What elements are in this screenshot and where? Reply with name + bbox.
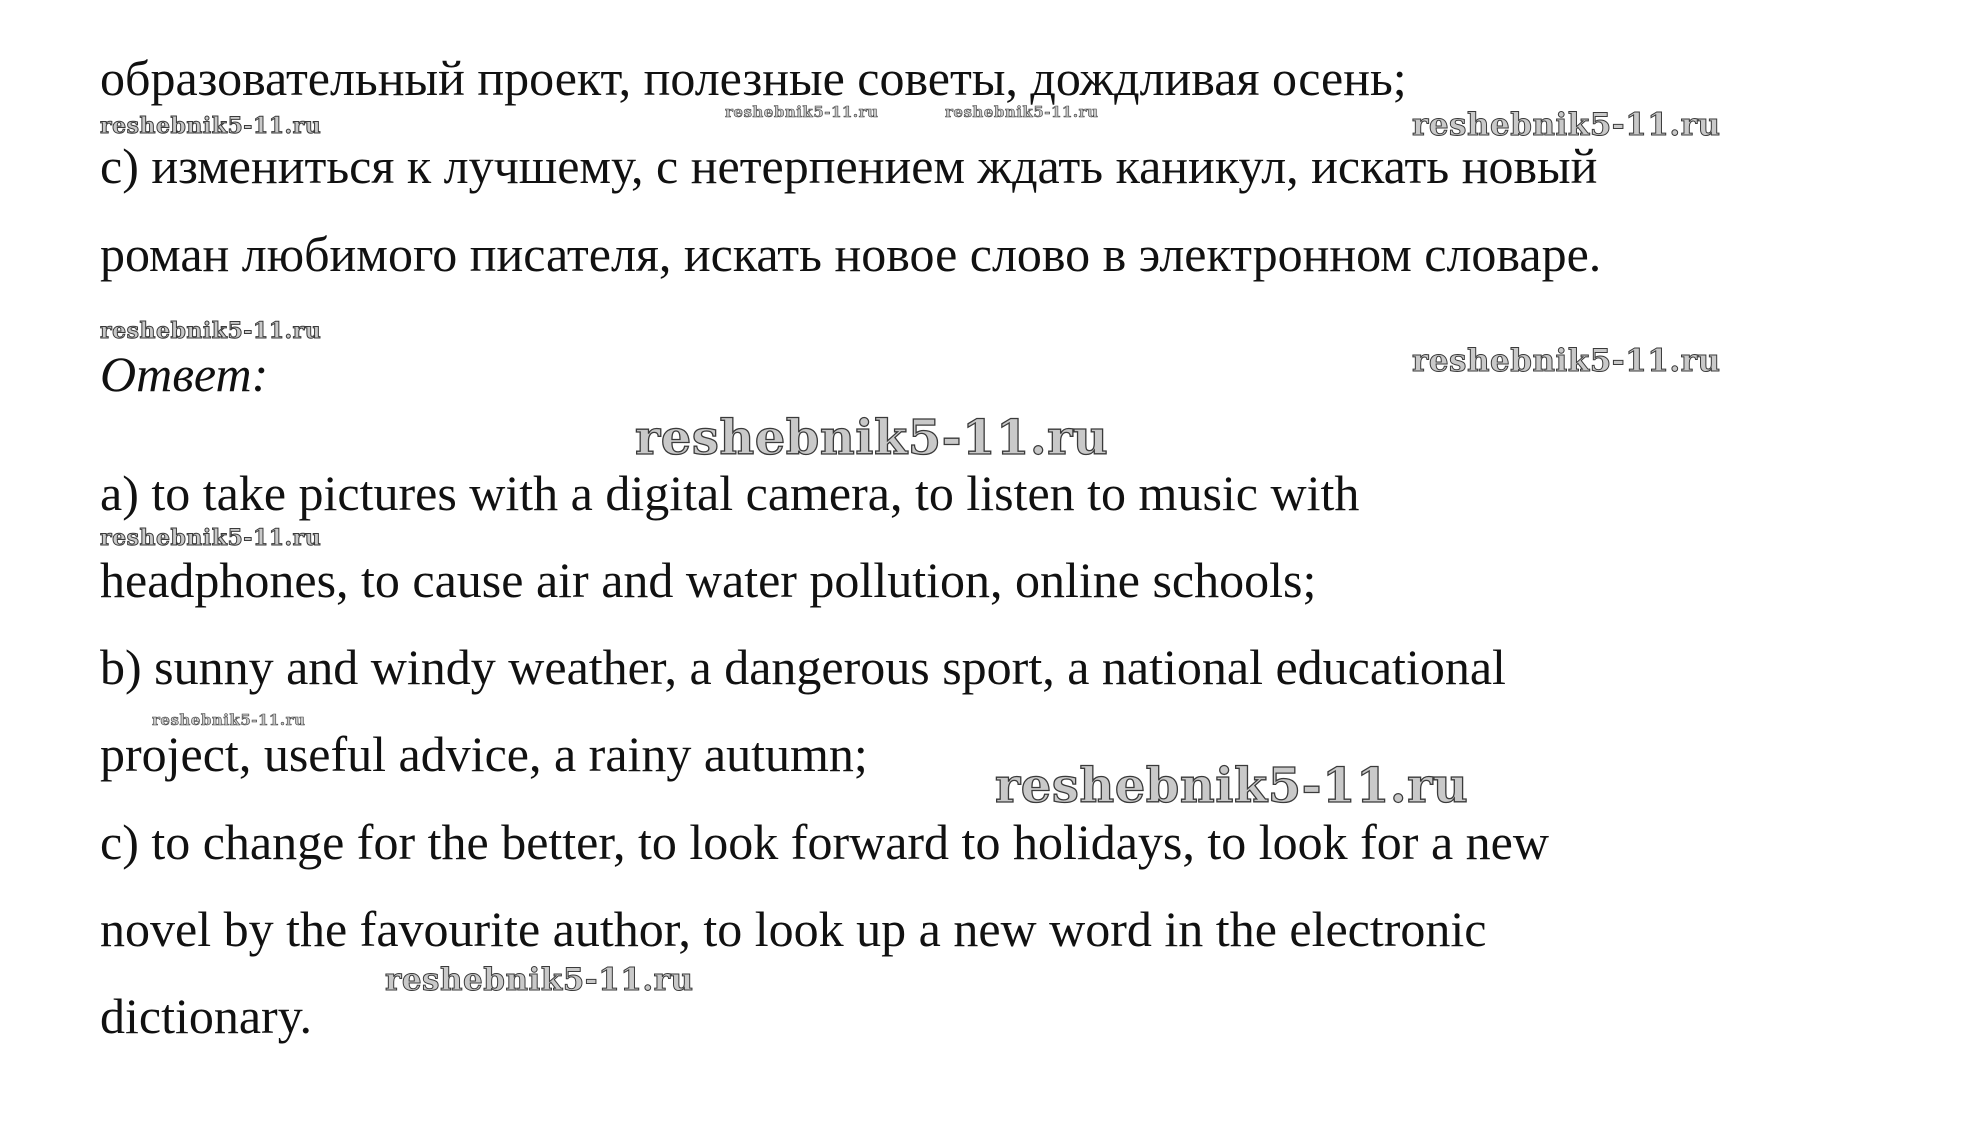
answer-a-line-2: headphones, to cause air and water pollution, online schools;: [100, 552, 1317, 608]
watermark: reshebnik5-11.ru: [100, 113, 322, 139]
answer-b-line-2: project, useful advice, a rainy autumn;: [100, 726, 868, 782]
watermark: reshebnik5-11.ru: [100, 318, 322, 344]
watermark: reshebnik5-11.ru: [152, 711, 306, 729]
watermark: reshebnik5-11.ru: [100, 525, 322, 551]
watermark: reshebnik5-11.ru: [995, 758, 1469, 814]
watermark: reshebnik5-11.ru: [945, 103, 1099, 121]
watermark: reshebnik5-11.ru: [725, 103, 879, 121]
text-line-ru-2: c) измениться к лучшему, с нетерпением ждать каникул, искать новый: [100, 138, 1598, 194]
watermark: reshebnik5-11.ru: [1412, 343, 1721, 379]
text-line-ru-1: образовательный проект, полезные советы, дождливая осень;: [100, 50, 1407, 106]
answer-c-line-3: dictionary.: [100, 988, 312, 1044]
answer-a-line-1: a) to take pictures with a digital camera, to listen to music with: [100, 465, 1360, 521]
answer-c-line-1: c) to change for the better, to look forward to holidays, to look for a new: [100, 814, 1549, 870]
watermark: reshebnik5-11.ru: [1412, 107, 1721, 143]
text-line-ru-3: роман любимого писателя, искать новое слово в электронном словаре.: [100, 226, 1602, 282]
watermark: reshebnik5-11.ru: [385, 962, 694, 998]
watermark: reshebnik5-11.ru: [635, 410, 1109, 466]
answer-b-line-1: b) sunny and windy weather, a dangerous sport, a national educational: [100, 639, 1506, 695]
answer-c-line-2: novel by the favourite author, to look up a new word in the electronic: [100, 901, 1487, 957]
answer-label: Ответ:: [100, 346, 269, 402]
